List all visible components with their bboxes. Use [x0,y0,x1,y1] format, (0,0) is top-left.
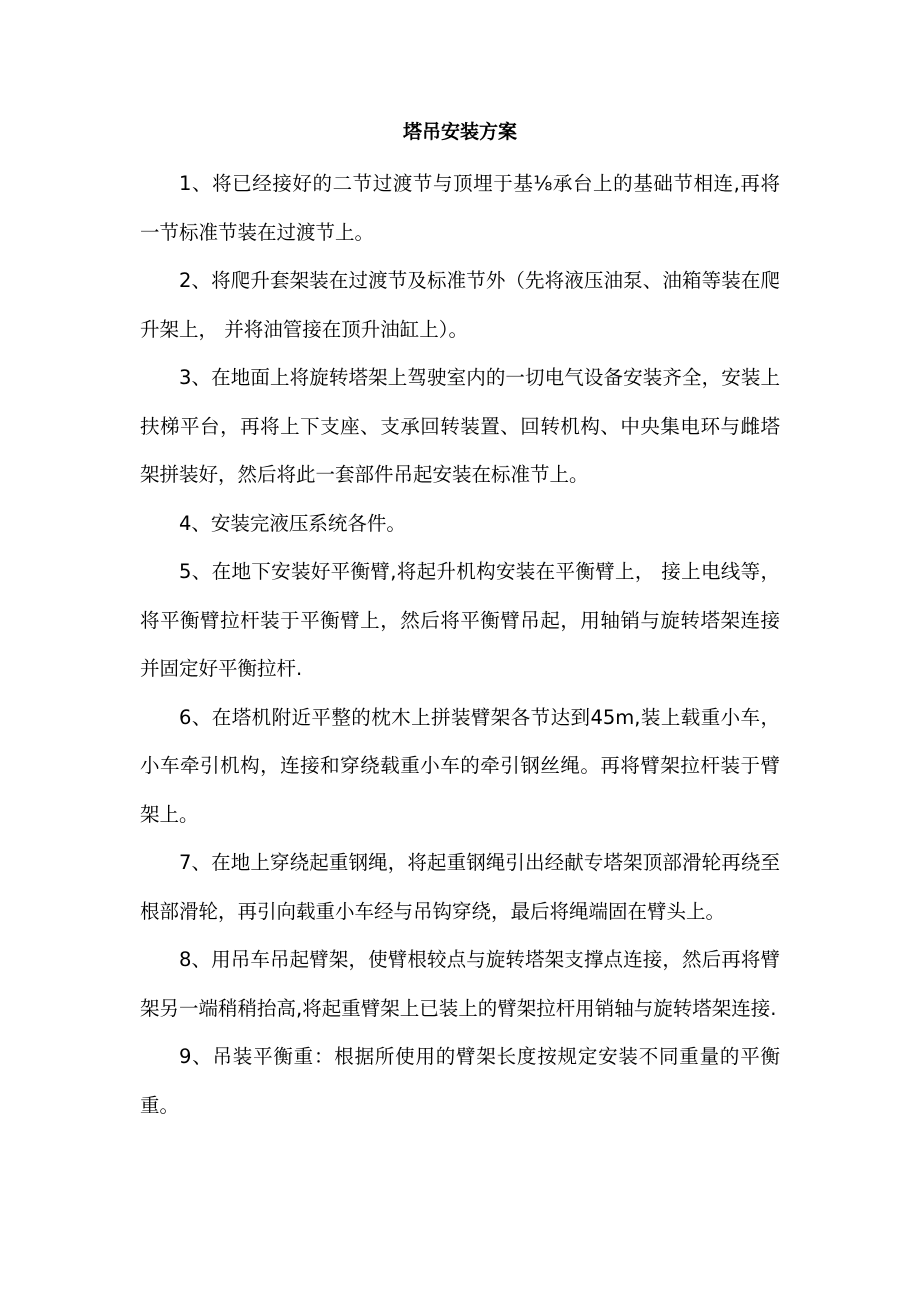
paragraph-9: 9、吊装平衡重：根据所使用的臂架长度按规定安装不同重量的平衡重。 [140,1045,780,1117]
paragraph-6: 6、在塔机附近平整的枕木上拼装臂架各节达到45m,装上载重小车，小车牵引机构，连接和穿绕载重小车的牵引钢丝绳。再将臂架拉杆装于臂架上。 [140,705,780,826]
paragraph-5: 5、在地下安装好平衡臂,将起升机构安装在平衡臂上， 接上电线等，将平衡臂拉杆装于平衡臂上，然后将平衡臂吊起，用轴销与旋转塔架连接并固定好平衡拉杆. [140,560,780,680]
paragraph-7: 7、在地上穿绕起重钢绳，将起重钢绳引出经献专塔架顶部滑轮再绕至根部滑轮，再引向载重小车经与吊钩穿绕，最后将绳端固在臂头上。 [140,851,780,923]
paragraph-2: 2、将爬升套架装在过渡节及标准节外（先将液压油泵、油箱等装在爬升架上， 并将油管接在顶升油缸上）。 [140,269,780,341]
document-title: 塔吊安装方案 [402,121,517,143]
paragraph-8: 8、用吊车吊起臂架，使臂根较点与旋转塔架支撑点连接，然后再将臂架另一端稍稍抬高,将起重臂架上已装上的臂架拉杆用销轴与旋转塔架连接. [140,948,780,1020]
paragraph-4: 4、安装完液压系统各件。 [179,511,406,535]
paragraph-3: 3、在地面上将旋转塔架上驾驶室内的一切电气设备安装齐全，安装上扶梯平台，再将上下支座、支承回转装置、回转机构、中央集电环与雌塔架拼装好，然后将此一套部件吊起安装在标准节上。 [140,366,780,486]
paragraph-1: 1、将已经接好的二节过渡节与顶埋于基⅛承台上的基础节相连,再将一节标准节装在过渡节上。 [140,172,780,244]
